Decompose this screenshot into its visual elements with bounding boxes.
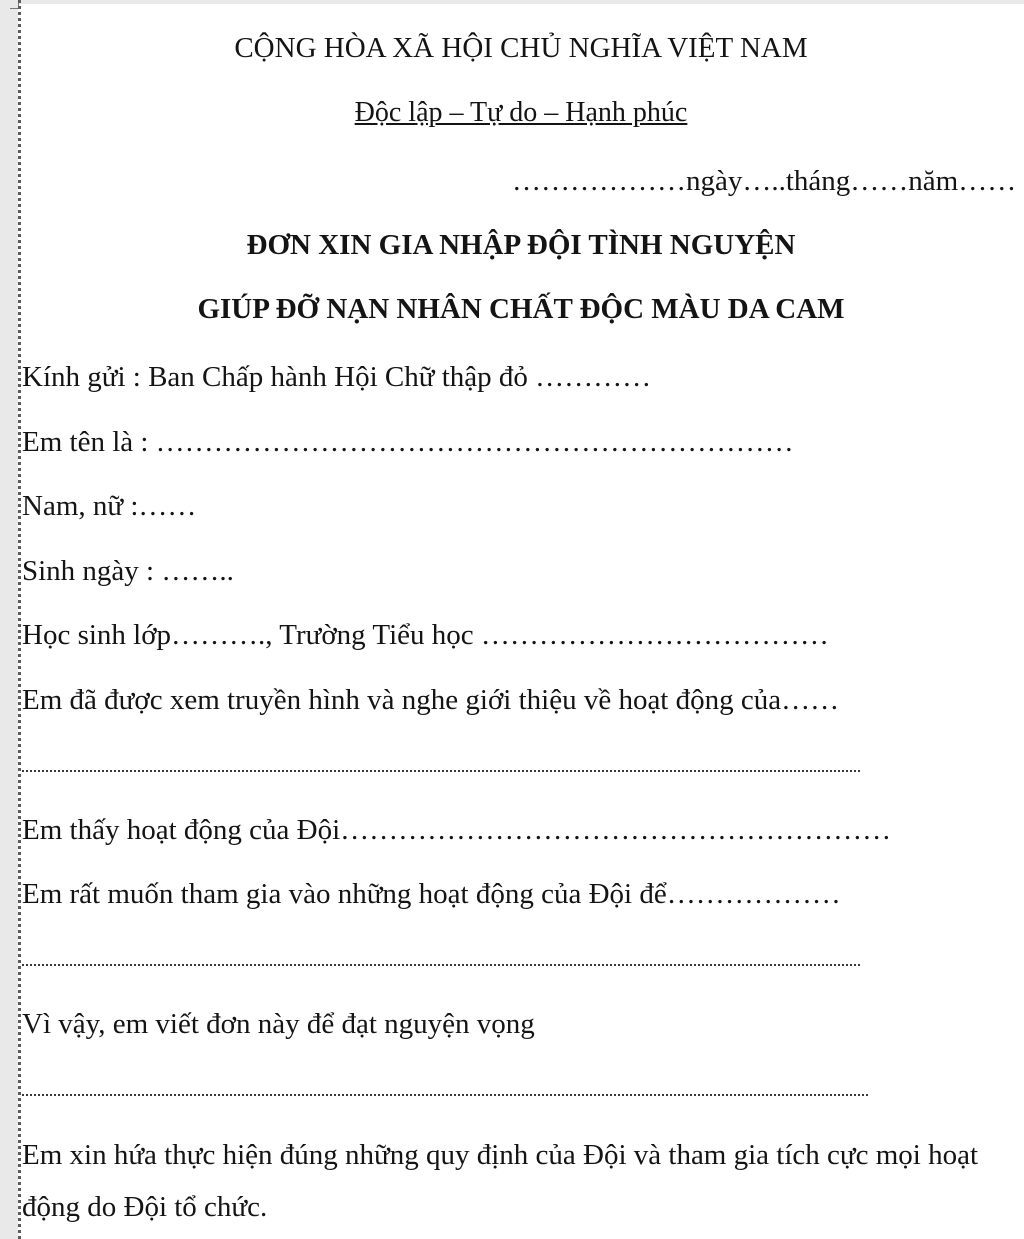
promise-line-2: động do Đội tổ chức. xyxy=(22,1191,268,1223)
desire-line: Em rất muốn tham gia vào những hoạt động của Đội để……………… xyxy=(22,878,841,910)
nation-heading: CỘNG HÒA XÃ HỘI CHỦ NGHĨA VIỆT NAM xyxy=(234,32,808,64)
name-field: Em tên là : ………………………………………………………… xyxy=(22,426,794,458)
observed-activity-line: Em thấy hoạt động của Đội………………………………………………… xyxy=(22,814,892,846)
date-line: ………………ngày…..tháng……năm…… xyxy=(512,165,1017,197)
gender-field: Nam, nữ :…… xyxy=(22,490,197,522)
form-title-line-1: ĐƠN XIN GIA NHẬP ĐỘI TÌNH NGUYỆN xyxy=(246,229,796,261)
recipient-line: Kính gửi : Ban Chấp hành Hội Chữ thập đỏ ………… xyxy=(22,361,652,393)
therefore-line: Vì vậy, em viết đơn này để đạt nguyện vọng xyxy=(22,1008,535,1040)
left-margin-guide xyxy=(18,0,21,1239)
form-title-line-2: GIÚP ĐỠ NẠN NHÂN CHẤT ĐỘC MÀU DA CAM xyxy=(197,293,845,325)
school-field: Học sinh lớp………., Trường Tiểu học ……………………………… xyxy=(22,619,829,651)
seen-activity-line: Em đã được xem truyền hình và nghe giới thiệu về hoạt động của…… xyxy=(22,684,840,716)
blank-fill-line xyxy=(22,1094,868,1096)
birthdate-field: Sinh ngày : …….. xyxy=(22,555,234,587)
motto: Độc lập – Tự do – Hạnh phúc xyxy=(354,97,688,128)
blank-fill-line xyxy=(22,770,860,772)
promise-line-1: Em xin hứa thực hiện đúng những quy định của Đội và tham gia tích cực mọi hoạt xyxy=(22,1139,979,1171)
blank-fill-line xyxy=(22,964,860,966)
